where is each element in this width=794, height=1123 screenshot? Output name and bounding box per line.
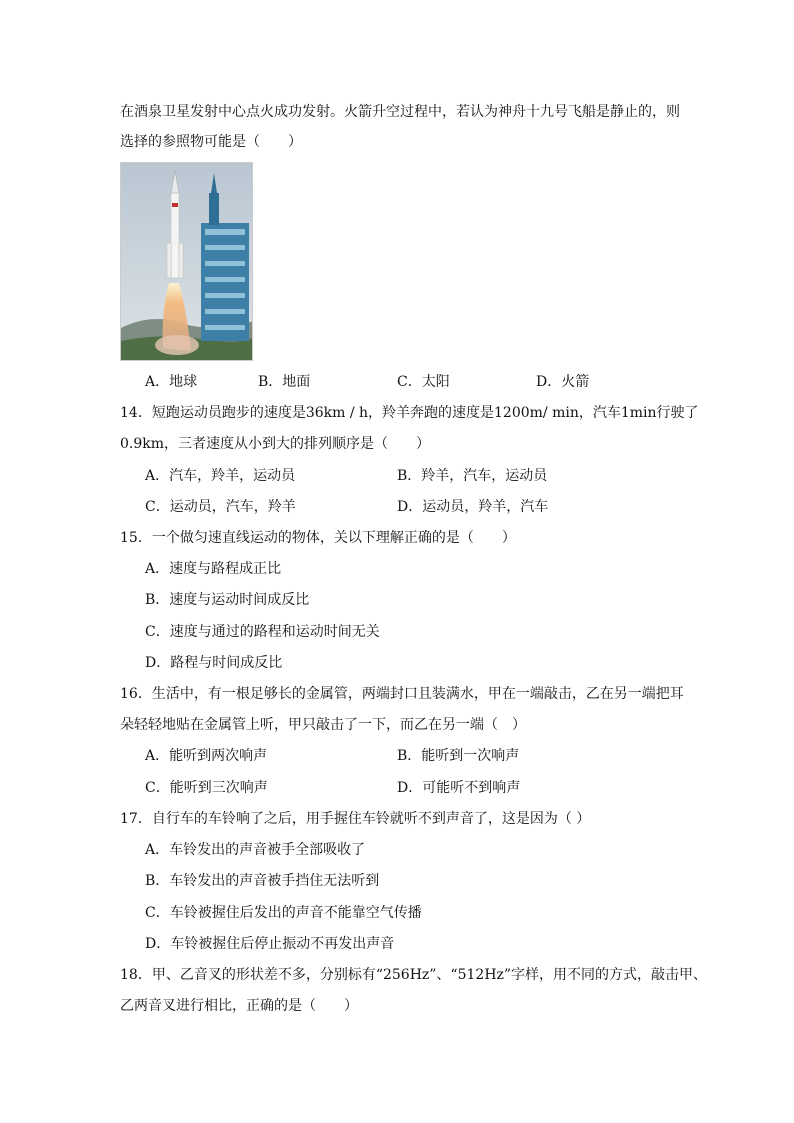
q16-option-d: D．可能听不到响声 xyxy=(397,780,521,796)
q15-option-a: A．速度与路程成正比 xyxy=(145,561,282,577)
q15-option-b: B．速度与运动时间成反比 xyxy=(145,592,310,608)
q16-text-line1: 16．生活中，有一根足够长的金属管，两端封口且装满水，甲在一端敲击，乙在另一端把耳 xyxy=(120,686,684,702)
q13-option-d: D．火箭 xyxy=(536,374,590,390)
q17-option-b: B．车铃发出的声音被手挡住无法听到 xyxy=(145,873,380,889)
q13-text-line1: 在酒泉卫星发射中心点火成功发射。火箭升空过程中，若认为神舟十九号飞船是静止的，则 xyxy=(120,104,680,120)
q13-option-a: A．地球 xyxy=(145,374,198,390)
q15-option-c: C．速度与通过的路程和运动时间无关 xyxy=(145,624,380,640)
q17-text: 17．自行车的车铃响了之后，用手握住车铃就听不到声音了，这是因为（ ） xyxy=(120,811,591,827)
rocket-launch-photo xyxy=(120,162,253,361)
q15-text: 15．一个做匀速直线运动的物体，关以下理解正确的是（ ） xyxy=(120,530,516,546)
q14-text-line2: 0.9km，三者速度从小到大的排列顺序是（ ） xyxy=(120,436,431,452)
q14-option-b: B．羚羊，汽车，运动员 xyxy=(397,468,548,484)
q13-option-c: C．太阳 xyxy=(397,374,450,390)
q18-text-line2: 乙两音叉进行相比，正确的是（ ） xyxy=(120,998,358,1014)
q14-option-c: C．运动员，汽车，羚羊 xyxy=(145,499,296,515)
q13-text-line2: 选择的参照物可能是（ ） xyxy=(120,134,302,150)
q14-option-d: D．运动员，羚羊，汽车 xyxy=(397,499,549,515)
q17-option-a: A．车铃发出的声音被手全部吸收了 xyxy=(145,842,366,858)
q16-option-c: C．能听到三次响声 xyxy=(145,780,268,796)
q17-option-d: D．车铃被握住后停止振动不再发出声音 xyxy=(145,936,395,952)
q16-option-b: B．能听到一次响声 xyxy=(397,748,520,764)
q17-option-c: C．车铃被握住后发出的声音不能靠空气传播 xyxy=(145,905,422,921)
q18-text-line1: 18．甲、乙音叉的形状差不多，分别标有“256Hz”、“512Hz”字样，用不同的方式，敲击甲、 xyxy=(120,967,708,983)
q16-option-a: A．能听到两次响声 xyxy=(145,748,268,764)
q14-option-a: A．汽车，羚羊，运动员 xyxy=(145,468,296,484)
q13-option-b: B．地面 xyxy=(258,374,311,390)
q15-option-d: D．路程与时间成反比 xyxy=(145,655,283,671)
q14-text-line1: 14．短跑运动员跑步的速度是36km / h，羚羊奔跑的速度是1200m/ min，汽车1min行驶了 xyxy=(120,405,699,421)
q16-text-line2: 朵轻轻地贴在金属管上听，甲只敲击了一下，而乙在另一端（ ） xyxy=(120,717,526,733)
